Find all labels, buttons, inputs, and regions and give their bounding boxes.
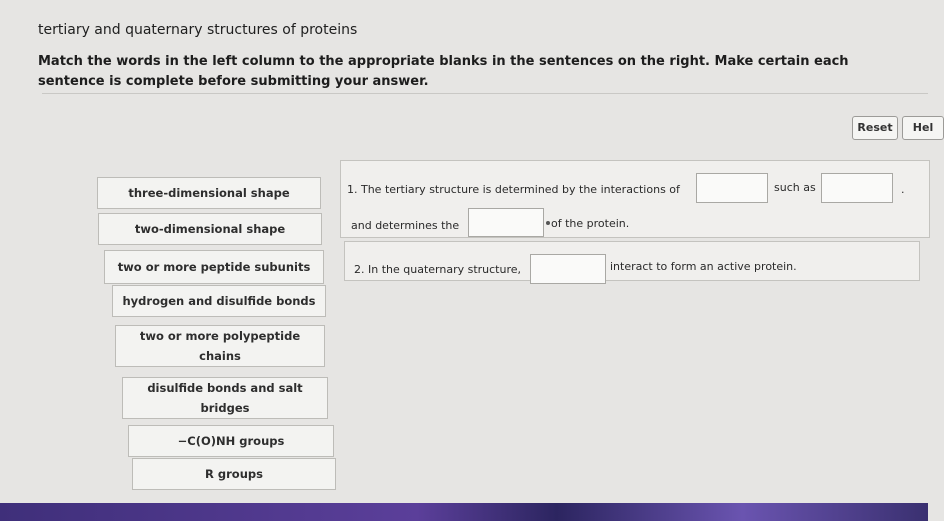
blank-1-2[interactable] [821,173,893,203]
instructions-text: Match the words in the left column to the appropriate blanks in the sentences on the right. Make certain each sentence is complete before submitting your answer. [38,54,849,89]
bottom-background-strip [0,503,928,521]
reset-button[interactable]: Reset [852,116,898,140]
word-chip-two-or-more-peptide-subunits[interactable]: two or more peptide subunits [104,250,324,284]
blank-1-3[interactable] [468,208,544,237]
sentence-1-box [340,160,930,238]
sentence-1-text-a: 1. The tertiary structure is determined by the interactions of [347,183,680,196]
sentence-1-text-c: . [901,183,905,196]
divider [42,93,928,94]
sentence-2-text-a: 2. In the quaternary structure, [354,263,522,276]
word-chip-two-or-more-polypeptide-chains[interactable]: two or more polypeptide chains [115,325,325,367]
word-chip-disulfide-bonds-and-salt-bridges[interactable]: disulfide bonds and salt bridges [122,377,328,419]
word-chip-hydrogen-and-disulfide-bonds[interactable]: hydrogen and disulfide bonds [112,285,326,317]
word-chip-cono-groups[interactable]: −C(O)NH groups [128,425,334,457]
sentence-1-text-b: such as [774,181,816,194]
sentence-2-text-b: interact to form an active protein. [610,260,797,273]
blank-1-1[interactable] [696,173,768,203]
word-chip-r-groups[interactable]: R groups [132,458,336,490]
sentence-1-text-e: of the protein. [551,217,630,230]
page-title: tertiary and quaternary structures of proteins [38,22,358,38]
sentence-2-box [344,241,920,281]
word-chip-three-dimensional-shape[interactable]: three-dimensional shape [97,177,321,209]
sentence-1-text-d: and determines the [351,219,460,232]
blank-2-1[interactable] [530,254,606,284]
drop-indicator-icon [546,221,550,225]
word-chip-two-dimensional-shape[interactable]: two-dimensional shape [98,213,322,245]
help-button[interactable]: Hel [902,116,944,140]
